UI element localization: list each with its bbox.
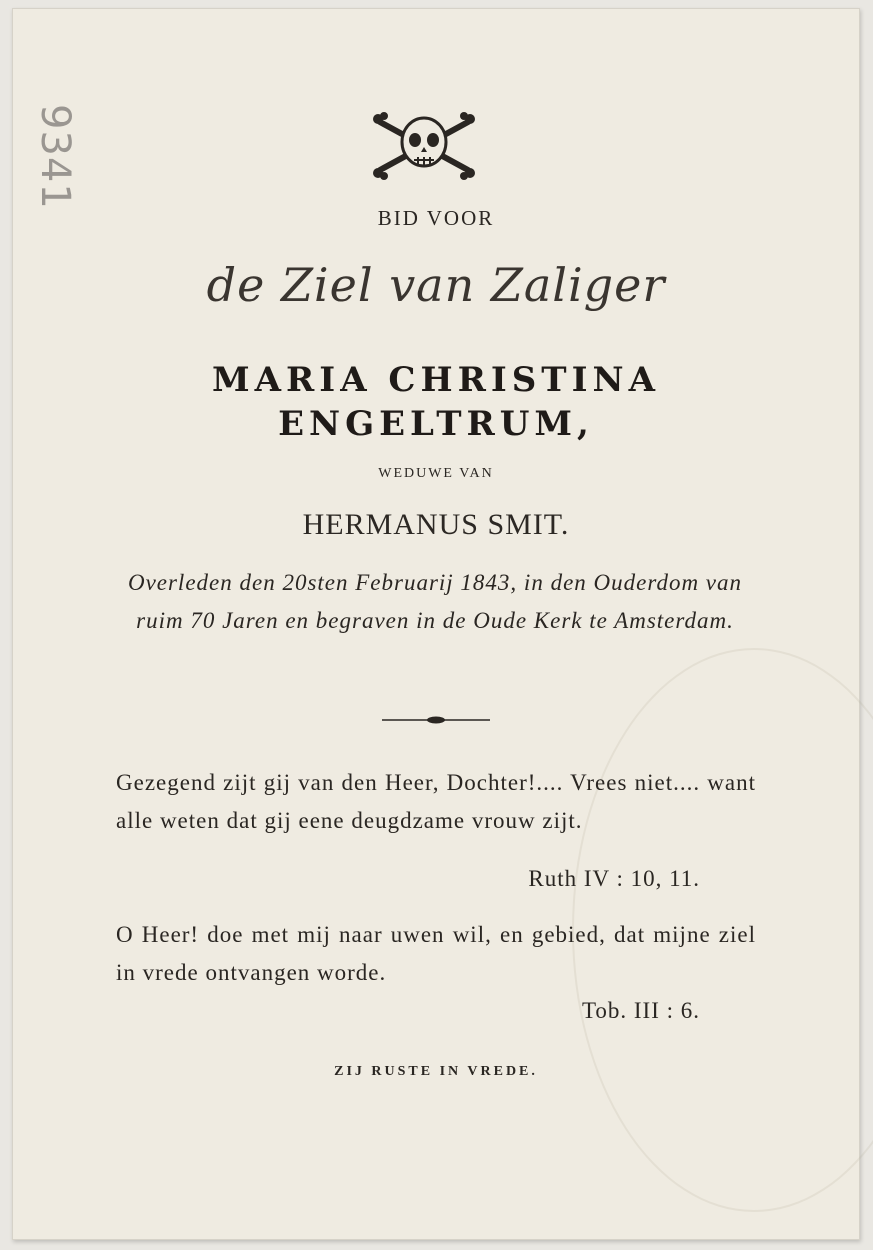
ziel-van-zaliger: de Ziel van Zaliger [206, 258, 666, 312]
inventory-number: 9341 [32, 104, 78, 210]
husband-name: HERMANUS SMIT. [302, 508, 570, 541]
verse-ruth: Gezegend zijt gij van den Heer, Dochter!.... Vrees niet.... want alle weten dat gij eene deugdzame vrouw zijt. [116, 770, 756, 833]
verse-ruth-reference: Ruth IV : 10, 11. [528, 866, 700, 891]
death-notice: Overleden den 20sten Februarij 1843, in den Ouderdom van ruim 70 Jaren en begraven in de Oude Kerk te Amsterdam. [127, 570, 743, 633]
verse-tobit: O Heer! doe met mij naar uwen wil, en gebied, dat mijne ziel in vrede ontvangen worde. [116, 922, 756, 985]
deceased-name-line2: ENGELTRUM, [278, 404, 594, 444]
closing-rest-in-peace: ZIJ RUSTE IN VREDE. [334, 1064, 538, 1079]
verse-tobit-reference: Tob. III : 6. [581, 998, 700, 1023]
weduwe-van: WEDUWE VAN [378, 466, 494, 481]
bid-voor-heading: BID VOOR [377, 206, 495, 230]
deceased-name-line1: MARIA CHRISTINA [212, 360, 660, 400]
skull-crossbones-icon [370, 110, 478, 182]
prayer-card [12, 8, 860, 1240]
ornamental-divider-icon [382, 714, 490, 726]
